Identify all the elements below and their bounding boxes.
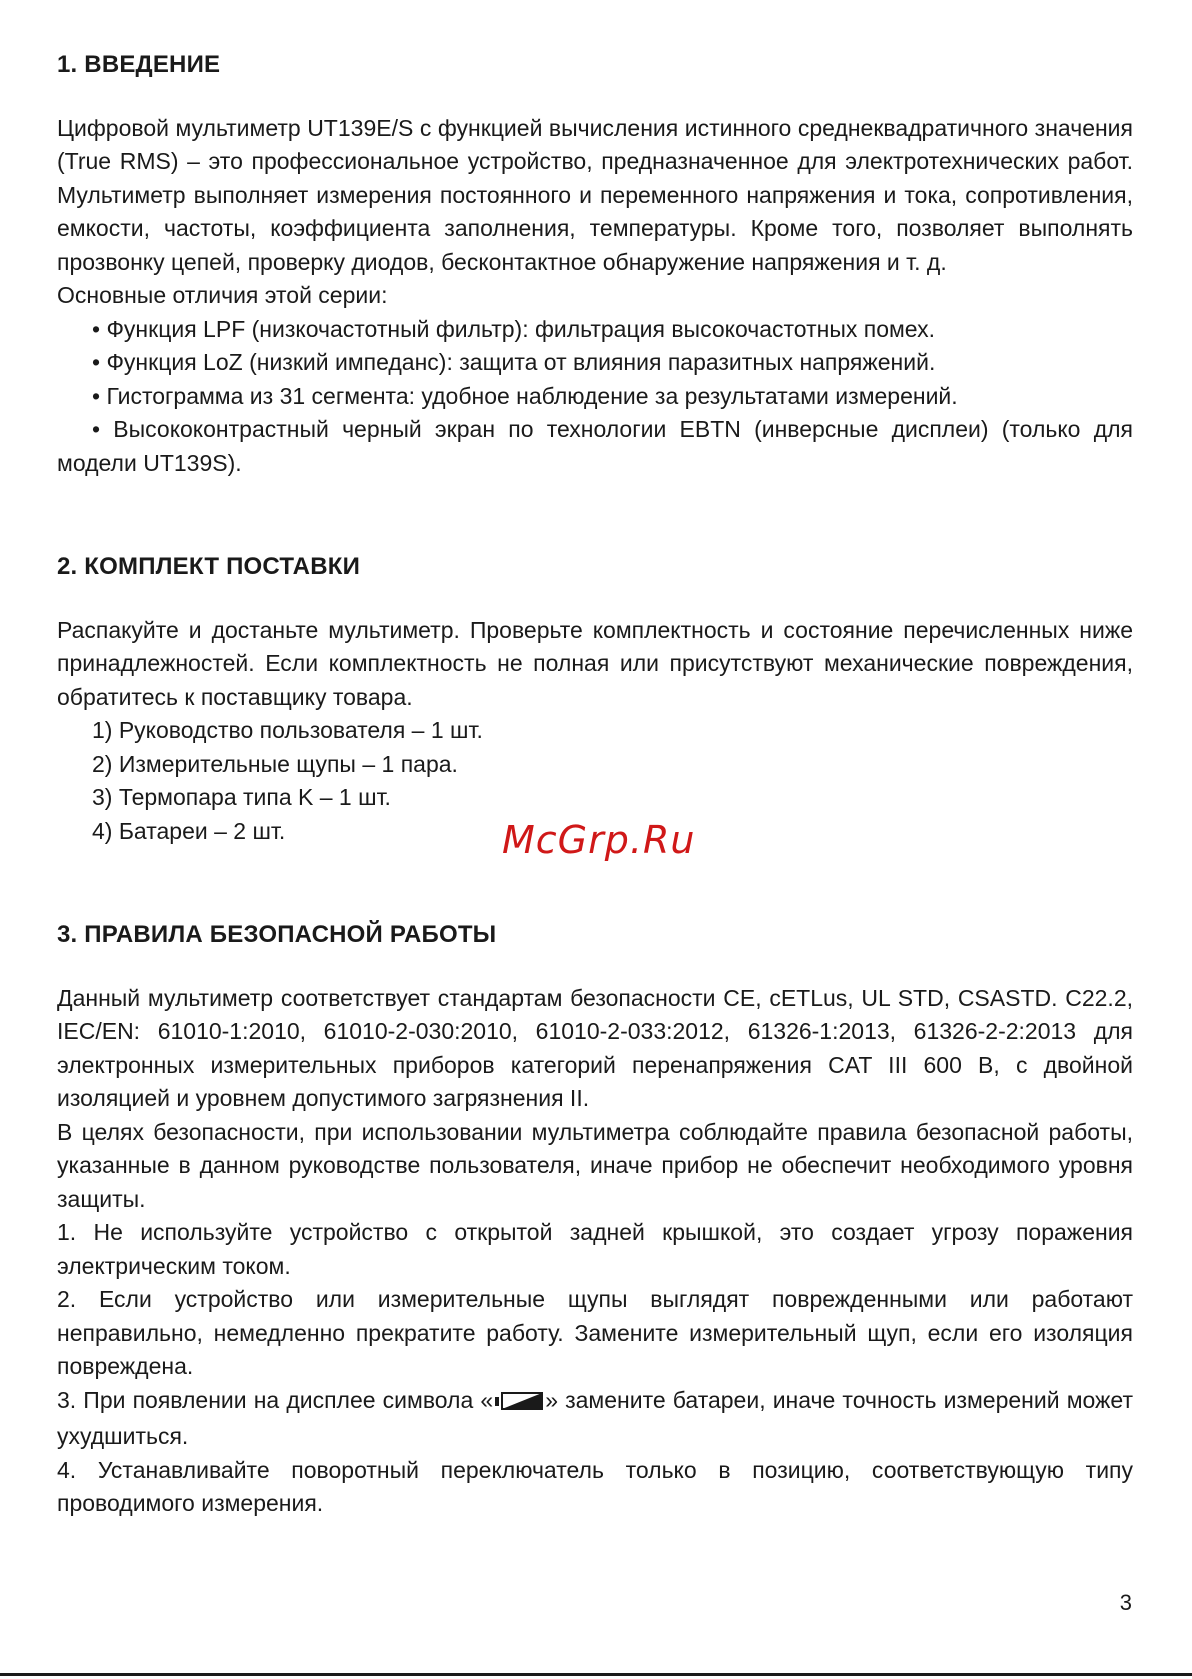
section-1-title: 1. ВВЕДЕНИЕ <box>57 51 221 78</box>
section-3-standards: Данный мультиметр соответствует стандартам безопасности CE, cETLus, UL STD, CSASTD. C22.2, IEC/EN: 61010-1:2010, 61010-2-030:2010, 61010-2-033:2012, 61326-1:2013, 61326-2-2:2013 для электронных измерительных приборов категорий перенапряжения CAT III 600 В, с двойной изоляцией и уровнем допустимого загрязнения II. <box>57 984 1133 1112</box>
section-3-title: 3. ПРАВИЛА БЕЗОПАСНОЙ РАБОТЫ <box>57 921 497 949</box>
bottom-divider <box>0 1673 1192 1676</box>
safety-rule-1: 1. Не используйте устройство с открытой задней крышкой, это создает угрозу поражения электрическим током. <box>57 1219 1133 1279</box>
feature-item: • Гистограмма из 31 сегмента: удобное наблюдение за результатами измерений. <box>92 382 958 409</box>
page-number: 3 <box>1119 1590 1132 1615</box>
safety-rule-3-end: » замените батареи, иначе точность измерений может ухудшиться. <box>57 1386 1133 1450</box>
feature-item: • Высококонтрастный черный экран по технологии EBTN (инверсные дисплеи) (только для модели UT139S). <box>57 416 1133 476</box>
document-page <box>57 48 1133 1521</box>
section-3-safety-note: В целях безопасности, при использовании мультиметра соблюдайте правила безопасной работы, указанные в данном руководстве пользователя, иначе прибор не обеспечит необходимого уровня защиты. <box>57 1118 1133 1212</box>
kit-item: 3) Термопара типа K – 1 шт. <box>92 784 391 811</box>
safety-rule-4: 4. Устанавливайте поворотный переключатель только в позицию, соответствующую типу проводимого измерения. <box>57 1456 1133 1517</box>
safety-rule-3-start: 3. При появлении на дисплее символа « <box>57 1386 494 1413</box>
section-1-intro: Цифровой мультиметр UT139E/S с функцией вычисления истинного среднеквадратичного значения (True RMS) – это профессиональное устройство, предназначенное для электротехнических работ. Мультиметр выполняет измерения постоянного и переменного напряжения и тока, сопротивления, емкости, частоты, коэффициента заполнения, температуры. Кроме того, позволяет выполнять прозвонку цепей, проверку диодов, бесконтактное обнаружение напряжения и т. д. <box>57 114 1133 275</box>
features-heading: Основные отличия этой серии: <box>57 282 388 309</box>
features-list <box>57 313 1133 481</box>
feature-item: • Функция LoZ (низкий импеданс): защита от влияния паразитных напряжений. <box>92 349 936 376</box>
kit-item: 4) Батареи – 2 шт. <box>92 817 286 844</box>
feature-item: • Функция LPF (низкочастотный фильтр): фильтрация высокочастотных помех. <box>92 315 935 342</box>
safety-rule-3 <box>57 1384 1133 1454</box>
watermark: McGrp.Ru <box>502 818 696 862</box>
kit-item: 1) Руководство пользователя – 1 шт. <box>92 717 483 744</box>
section-2-title: 2. КОМПЛЕКТ ПОСТАВКИ <box>57 553 361 581</box>
low-battery-icon <box>494 1387 544 1421</box>
section-2-intro: Распакуйте и достаньте мультиметр. Проверьте комплектность и состояние перечисленных ниже принадлежностей. Если комплектность не полная или присутствуют механические повреждения, обратитесь к поставщику товара. <box>57 616 1133 710</box>
kit-item: 2) Измерительные щупы – 1 пара. <box>92 750 458 777</box>
safety-rule-2: 2. Если устройство или измерительные щупы выглядят поврежденными или работают неправильно, немедленно прекратите работу. Замените измерительный щуп, если его изоляция повреждена. <box>57 1286 1133 1380</box>
